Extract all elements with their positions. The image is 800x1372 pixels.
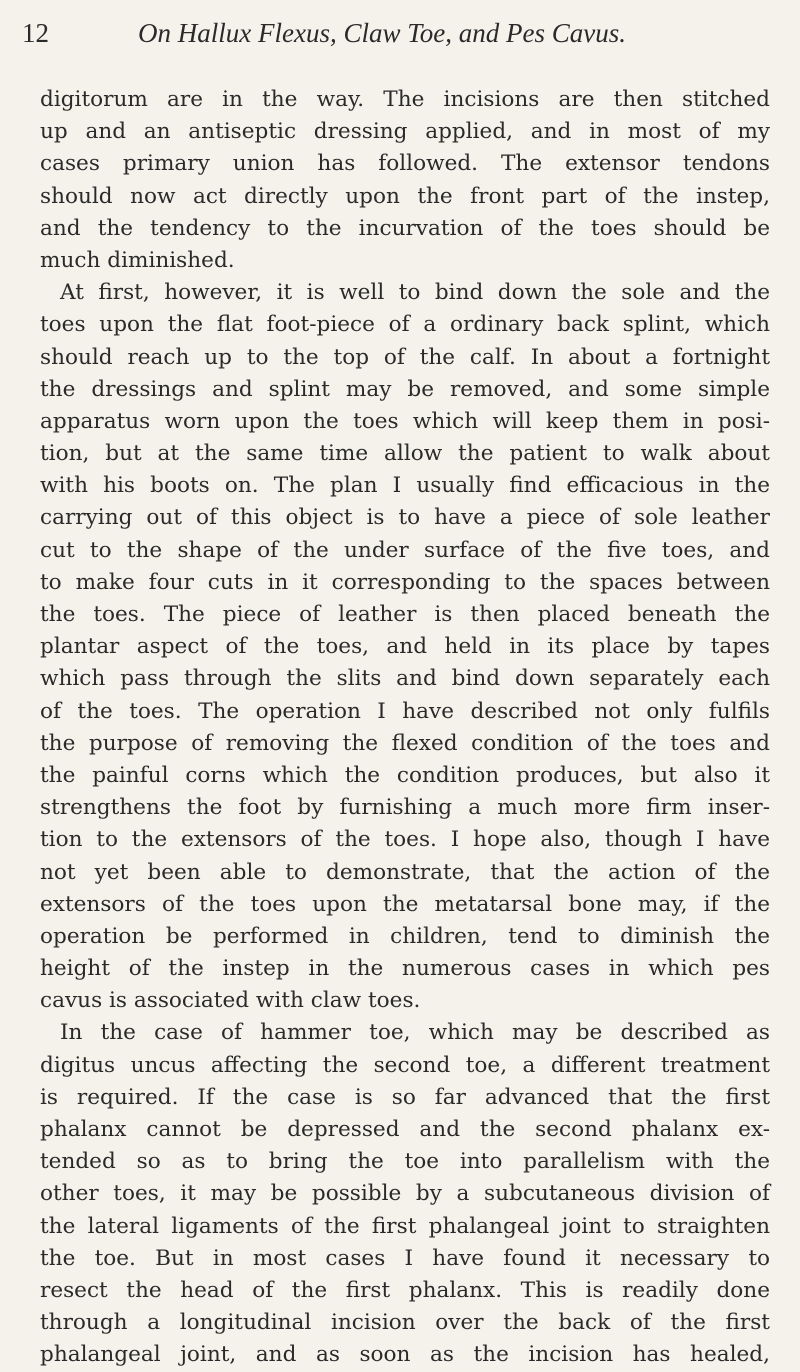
text-line: and the tendency to the incurvation of the toes should be	[40, 215, 770, 241]
text-line: cut to the shape of the under surface of the five toes, and	[40, 537, 770, 563]
text-line: with his boots on. The plan I usually find efficacious in the	[40, 473, 770, 499]
text-line: resect the head of the first phalanx. This is readily done	[40, 1277, 770, 1303]
text-line: the painful corns which the condition produces, but also it	[40, 762, 770, 788]
text-line: the lateral ligaments of the first phalangeal joint to straighten	[40, 1213, 770, 1239]
text-line: other toes, it may be possible by a subcutaneous division of	[40, 1181, 770, 1207]
text-line: plantar aspect of the toes, and held in its place by tapes	[40, 634, 770, 660]
running-title: On Hallux Flexus, Claw Toe, and Pes Cavus.	[138, 18, 626, 48]
text-line: operation be performed in children, tend to diminish the	[40, 923, 770, 949]
text-line: up and an antiseptic dressing applied, and in most of my	[40, 119, 770, 145]
page-number: 12	[22, 18, 49, 48]
text-line: phalanx cannot be depressed and the second phalanx ex-	[40, 1117, 770, 1142]
text-line: At first, however, it is well to bind down the sole and the	[60, 280, 770, 306]
text-line: toes upon the flat foot-piece of a ordinary back splint, which	[40, 312, 770, 338]
text-line: of the toes. The operation I have described not only fulfils	[40, 698, 770, 724]
text-line: the purpose of removing the flexed condition of the toes and	[40, 730, 770, 756]
text-line: not yet been able to demonstrate, that the action of the	[40, 859, 770, 885]
text-line: the dressings and splint may be removed, and some simple	[40, 376, 770, 402]
text-line: tion, but at the same time allow the patient to walk about	[40, 441, 770, 467]
text-line: much diminished.	[40, 247, 235, 273]
text-line: tion to the extensors of the toes. I hope also, though I have	[40, 827, 770, 853]
text-line: is required. If the case is so far advanced that the first	[40, 1084, 770, 1110]
text-line: the toes. The piece of leather is then placed beneath the	[40, 602, 770, 627]
text-line: digitorum are in the way. The incisions are then stitched	[40, 87, 770, 112]
text-line: apparatus worn upon the toes which will keep them in posi-	[40, 408, 770, 434]
text-line: strengthens the foot by furnishing a much more firm inser-	[40, 795, 770, 821]
text-line: cavus is associated with claw toes.	[40, 988, 421, 1014]
running-head	[22, 10, 762, 50]
text-line: the toe. But in most cases I have found it necessary to	[40, 1245, 770, 1271]
text-line: should reach up to the top of the calf. In about a fortnight	[40, 344, 770, 370]
text-line: extensors of the toes upon the metatarsal bone may, if the	[40, 891, 770, 917]
text-line: through a longitudinal incision over the back of the first	[40, 1310, 770, 1336]
text-line: to make four cuts in it corresponding to the spaces between	[40, 569, 770, 595]
text-line: cases primary union has followed. The extensor tendons	[40, 151, 770, 177]
text-line: tended so as to bring the toe into parallelism with the	[40, 1149, 770, 1175]
text-line: height of the instep in the numerous cases in which pes	[40, 956, 770, 982]
text-line: carrying out of this object is to have a piece of sole leather	[40, 505, 770, 531]
body-text	[40, 84, 770, 1372]
text-line: should now act directly upon the front part of the instep,	[40, 183, 770, 209]
text-line: phalangeal joint, and as soon as the incision has healed,	[40, 1342, 770, 1368]
text-line: digitus uncus affecting the second toe, a different treatment	[40, 1052, 770, 1078]
text-line: In the case of hammer toe, which may be described as	[60, 1020, 770, 1046]
text-line: which pass through the slits and bind down separately each	[40, 666, 770, 692]
